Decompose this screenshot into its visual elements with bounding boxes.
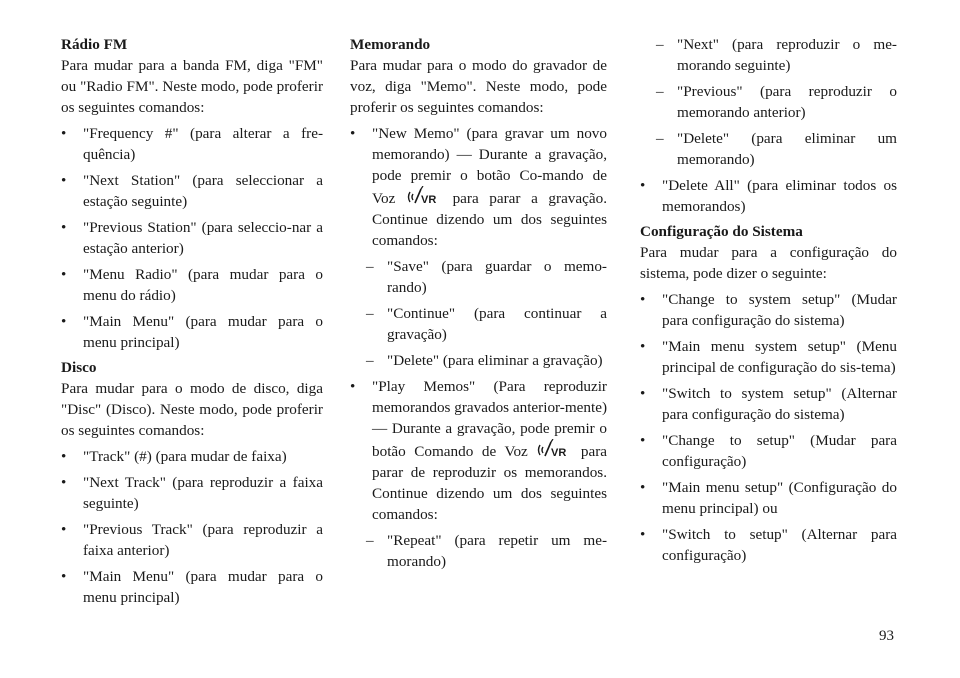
disc-intro: Para mudar para o modo de disco, diga "Disc" (Disco). Neste modo, pode proferir os seguintes comandos: xyxy=(61,380,323,439)
disc-command-list xyxy=(61,446,323,608)
play-memos-text-b: para parar de reproduzir os memorandos. Continue dizendo um dos seguintes comandos: xyxy=(372,443,607,523)
page-number: 93 xyxy=(879,628,894,644)
list-item: • "Main menu system setup" (Menu principal de configuração do sis-tema) xyxy=(640,336,897,378)
list-item: – "Next" (para reproduzir o me-morando seguinte) xyxy=(640,34,897,76)
new-memo-text-b: para parar a gravação. Continue dizendo um dos seguintes comandos: xyxy=(372,190,608,249)
play-memos-text-a: "Play Memos" (Para reproduzir memorandos gravados anterior-mente) — Durante a gravação, pode premir o botão Comando de Voz xyxy=(372,378,608,460)
play-memos-item xyxy=(350,376,607,572)
system-setup-intro: Para mudar para a configuração do sistema, pode dizer o seguinte: xyxy=(640,244,897,282)
fm-command-list xyxy=(61,123,323,353)
list-item: • "Main Menu" (para mudar para o menu principal) xyxy=(61,566,323,608)
system-setup-command-list xyxy=(640,289,897,566)
column-right xyxy=(640,34,897,566)
list-item: • "Next Track" (para reproduzir a faixa seguinte) xyxy=(61,472,323,514)
play-memos-sub-list-continued xyxy=(640,34,897,170)
list-item: • "Main Menu" (para mudar para o menu principal) xyxy=(61,311,323,353)
svg-text:VR: VR xyxy=(420,194,437,206)
list-item: • "Menu Radio" (para mudar para o menu do rádio) xyxy=(61,264,323,306)
svg-text:VR: VR xyxy=(551,447,567,459)
new-memo-text-a: "New Memo" (para gravar um novo memorando) — Durante a gravação, pode premir o botão Co-mando de Voz xyxy=(372,125,607,207)
list-item: • "Change to setup" (Mudar para configuração) xyxy=(640,430,897,472)
column-middle xyxy=(350,34,607,572)
list-item: – "Repeat" (para repetir um me-morando) xyxy=(350,530,607,572)
list-item: – "Previous" (para reproduzir o memorando anterior) xyxy=(640,81,897,123)
list-item: – "Save" (para guardar o memo-rando) xyxy=(350,256,607,298)
list-item: • "Change to system setup" (Mudar para configuração do sistema) xyxy=(640,289,897,331)
system-setup-heading: Configuração do Sistema xyxy=(640,223,803,240)
memo-heading: Memorando xyxy=(350,36,431,53)
fm-intro: Para mudar para a banda FM, diga "FM" ou "Radio FM". Neste modo, pode proferir os seguintes comandos: xyxy=(61,57,323,116)
list-item: – "Delete" (para eliminar a gravação) xyxy=(350,350,607,371)
disc-heading: Disco xyxy=(61,359,97,376)
list-item: • "Previous Station" (para seleccio-nar a estação anterior) xyxy=(61,217,323,259)
column-left xyxy=(61,34,323,608)
list-item: – "Continue" (para continuar a gravação) xyxy=(350,303,607,345)
list-item: • "Next Station" (para seleccionar a estação seguinte) xyxy=(61,170,323,212)
list-item: • "Switch to system setup" (Alternar para configuração do sistema) xyxy=(640,383,897,425)
list-item: – "Delete" (para eliminar um memorando) xyxy=(640,128,897,170)
list-item: • "Main menu setup" (Configuração do menu principal) ou xyxy=(640,477,897,519)
voice-command-vr-icon xyxy=(536,439,572,459)
memo-command-list xyxy=(350,123,607,572)
fm-radio-heading: Rádio FM xyxy=(61,36,128,53)
memo-intro: Para mudar para o modo do gravador de voz, diga "Memo". Neste modo, pode proferir os seguintes comandos: xyxy=(350,57,607,116)
list-item: • "Previous Track" (para reproduzir a faixa anterior) xyxy=(61,519,323,561)
list-item: • "Delete All" (para eliminar todos os memorandos) xyxy=(640,175,897,217)
play-memos-sub-list xyxy=(350,530,607,572)
list-item: • "Switch to setup" (Alternar para configuração) xyxy=(640,524,897,566)
new-memo-item xyxy=(350,123,607,371)
list-item: • "Track" (#) (para mudar de faixa) xyxy=(61,446,323,467)
list-item: • "Frequency #" (para alterar a fre-quência) xyxy=(61,123,323,165)
new-memo-sub-list xyxy=(350,256,607,371)
voice-command-vr-icon xyxy=(406,186,442,206)
delete-all-list xyxy=(640,175,897,217)
